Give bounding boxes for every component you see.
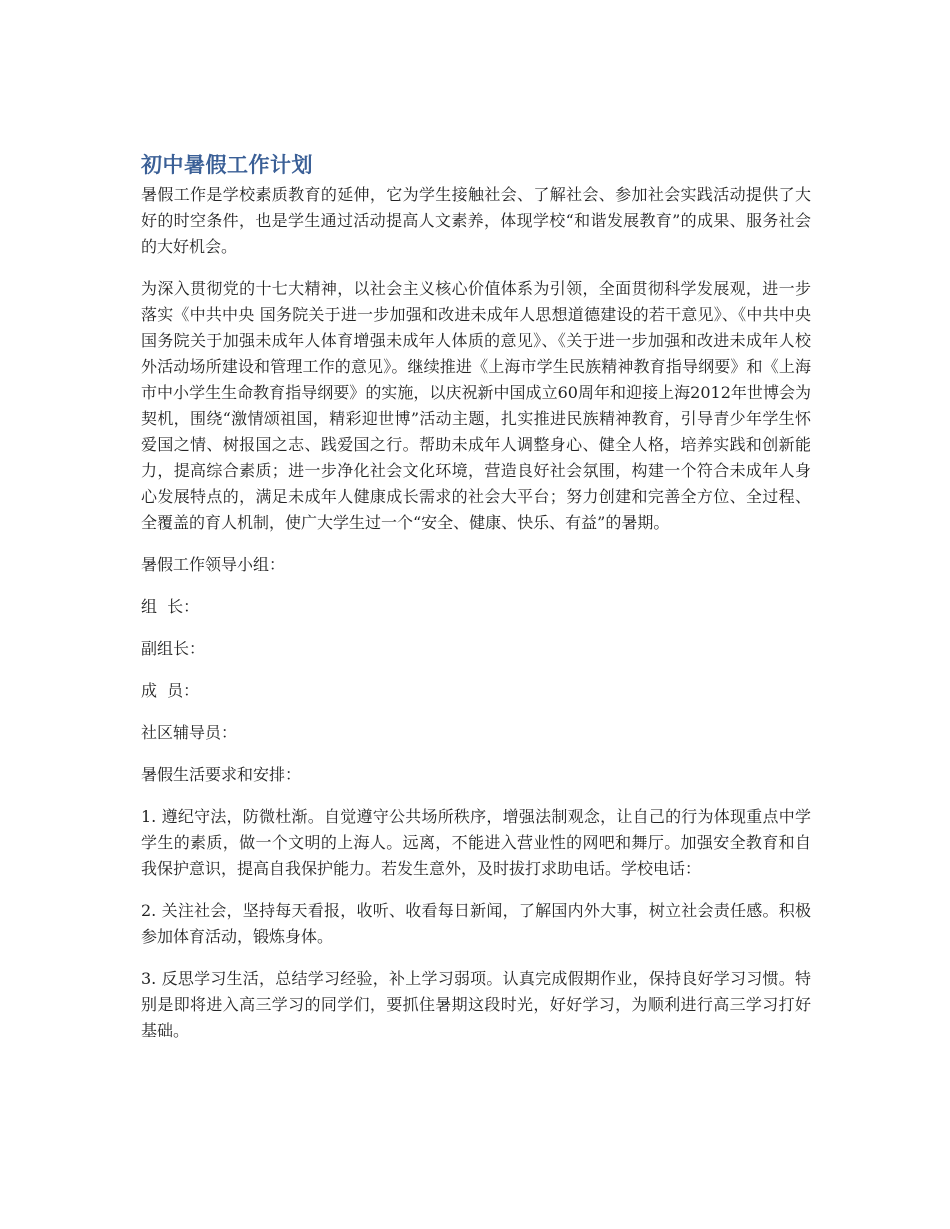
community-label: 社区辅导员： xyxy=(141,723,238,742)
requirement-item-2: 2. 关注社会，坚持每天看报，收听、收看每日新闻，了解国内外大事，树立社会责任感。积极参加体育活动，锻炼身体。 xyxy=(141,901,811,946)
requirements-heading: 暑假生活要求和安排： xyxy=(141,765,302,784)
requirement-item-3: 3. 反思学习生活，总结学习经验，补上学习弱项。认真完成假期作业，保持良好学习习惯。特别是即将进入高三学习的同学们，要抓住暑期这段时光，好好学习，为顺利进行高三学习打好基础。 xyxy=(141,969,811,1040)
deputy-label: 副组长： xyxy=(141,639,206,658)
purpose-paragraph: 为深入贯彻党的十七大精神，以社会主义核心价值体系为引领，全面贯彻科学发展观，进一步落实《中共中央 国务院关于进一步加强和改进未成年人思想道德建设的若干意见》、《中共中央国务院关于加强未成年人体育增强未成年人体质的意见》、《关于进一步加强和改进未成年人校外活动场所建设和管理工作的意见》。继续推进《上海市学生民族精神教育指导纲要》和《上海市中小学生生命教育指导纲要》的实施，以庆祝新中国成立60周年和迎接上海2012年世博会为契机，围绕“激情颂祖国，精彩迎世博”活动主题，扎实推进民族精神教育，引导青少年学生怀爱国之情、树报国之志、践爱国之行。帮助未成年人调整身心、健全人格，培养实践和创新能力，提高综合素质；进一步净化社会文化环境，营造良好社会氛围，构建一个符合未成年人身心发展特点的，满足未成年人健康成长需求的社会大平台；努力创建和完善全方位、全过程、全覆盖的育人机制，使广大学生过一个“安全、健康、快乐、有益”的暑期。 xyxy=(141,279,811,532)
document-title: 初中暑假工作计划 xyxy=(141,153,313,177)
document-body xyxy=(141,150,811,1060)
leadership-heading: 暑假工作领导小组： xyxy=(141,555,286,574)
leader-label: 组 长： xyxy=(141,597,200,616)
members-label: 成 员： xyxy=(141,681,200,700)
requirement-item-1: 1. 遵纪守法，防微杜渐。自觉遵守公共场所秩序，增强法制观念，让自己的行为体现重点中学学生的素质，做一个文明的上海人。远离，不能进入营业性的网吧和舞厅。加强安全教育和自我保护意识，提高自我保护能力。若发生意外，及时拔打求助电话。学校电话： xyxy=(141,807,811,878)
intro-paragraph: 暑假工作是学校素质教育的延伸，它为学生接触社会、了解社会、参加社会实践活动提供了大好的时空条件，也是学生通过活动提高人文素养，体现学校“和谐发展教育”的成果、服务社会的大好机会。 xyxy=(141,185,811,256)
